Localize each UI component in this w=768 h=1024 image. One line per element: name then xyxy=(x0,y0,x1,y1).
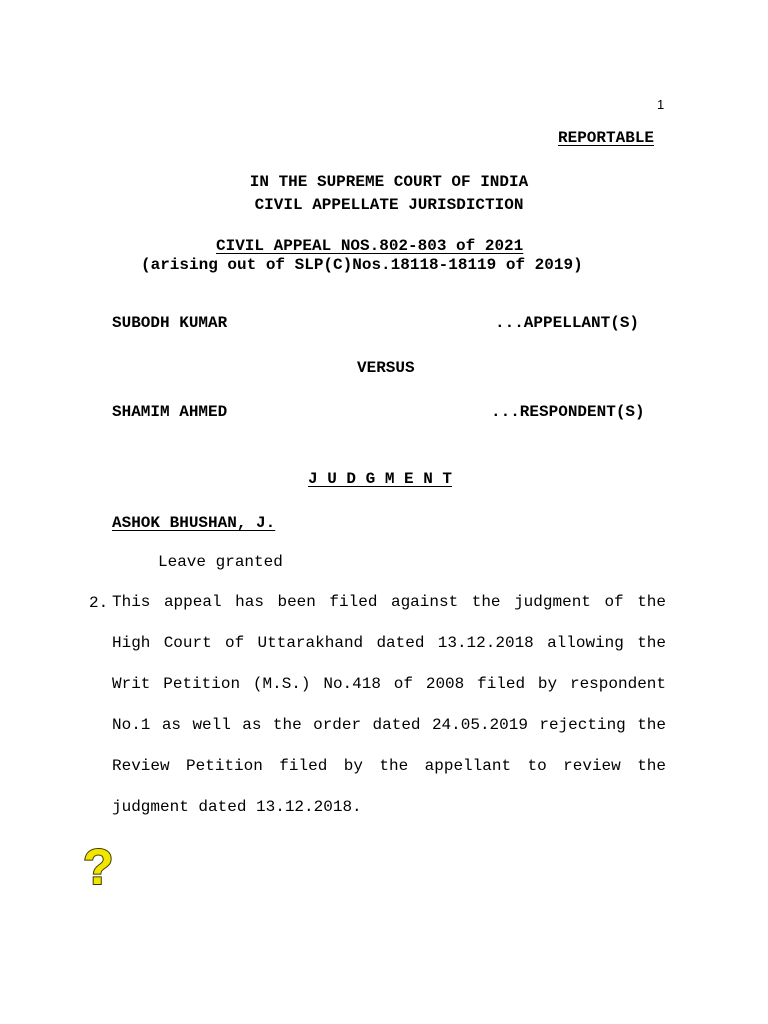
respondent-name: SHAMIM AHMED xyxy=(112,403,228,421)
svg-text:?: ? xyxy=(83,840,114,890)
reportable-label: REPORTABLE xyxy=(558,129,655,147)
para-2-number: 2. xyxy=(89,594,109,612)
appellant-role: ...APPELLANT(S) xyxy=(495,314,640,332)
respondent-role: ...RESPONDENT(S) xyxy=(491,403,645,421)
para-2-text: This appeal has been filed against the judgment of the High Court of Uttarakhand dated 13.12.2018 allowing the Writ Petition (M.S.) No.418 of 2008 filed by respondent No.1 as well as the order dated 24.05.2019 rejecting the Review Petition filed by the appellant to review the judgment dated 13.12.2018. xyxy=(112,593,666,816)
case-arising: (arising out of SLP(C)Nos.18118-18119 of 2019) xyxy=(141,256,583,274)
appellant-name: SUBODH KUMAR xyxy=(112,314,228,332)
court-jurisdiction: CIVIL APPELLATE JURISDICTION xyxy=(254,196,524,214)
case-title: CIVIL APPEAL NOS.802-803 of 2021 xyxy=(216,237,524,255)
question-mark-icon xyxy=(80,840,116,890)
versus-label: VERSUS xyxy=(357,359,415,377)
judgment-heading: J U D G M E N T xyxy=(308,470,453,488)
page-number: 1 xyxy=(657,97,665,112)
para-leave-granted: Leave granted xyxy=(158,553,283,571)
court-name: IN THE SUPREME COURT OF INDIA xyxy=(249,173,529,191)
judge-name: ASHOK BHUSHAN, J. xyxy=(112,514,276,532)
